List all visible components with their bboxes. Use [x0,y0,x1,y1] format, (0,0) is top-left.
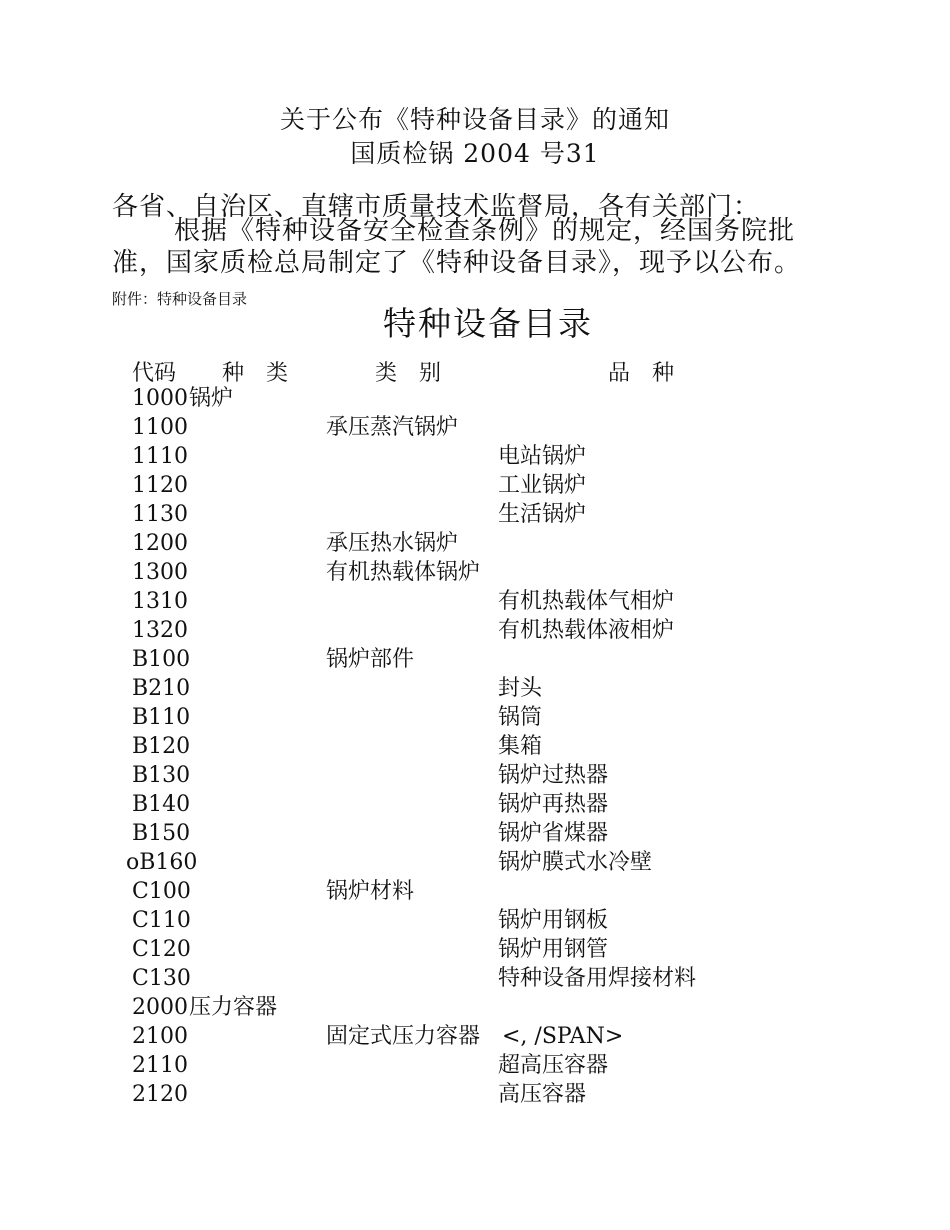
table-row [0,384,950,413]
addressee: 各省、自治区、直辖市质量技术监督局，各有关部门： [112,192,761,222]
row-code: 1200 [132,531,188,556]
row-variety: 锅炉用钢管 [498,937,609,962]
notice-body: 根据《特种设备安全检查条例》的规定，经国务院批准，国家质检总局制定了《特种设备目录》，现予以公布。 [112,216,802,278]
row-code: 1300 [132,560,188,585]
table-row [0,877,950,906]
row-variety: 电站锅炉 [498,444,587,469]
table-row [0,674,950,703]
row-variety: 封头 [498,676,543,701]
row-code: B110 [132,705,191,730]
table-row [0,935,950,964]
row-variety: 锅炉用钢板 [498,908,609,933]
row-code: 2110 [132,1053,188,1078]
row-code: B120 [132,734,191,759]
row-variety: 生活锅炉 [498,502,587,527]
row-category: 固定式压力容器 <, /SPAN> [326,1024,624,1049]
row-code: 2120 [132,1082,188,1107]
row-code: C120 [132,937,191,962]
catalog-title: 特种设备目录 [383,304,593,343]
table-row [0,906,950,935]
row-code: C110 [132,908,191,933]
table-row [0,703,950,732]
row-variety: 锅炉膜式水冷壁 [498,850,653,875]
row-code: C130 [132,966,191,991]
row-code: 1120 [132,473,188,498]
row-kind: 压力容器 [189,995,278,1020]
row-code: B150 [132,821,191,846]
table-row [0,616,950,645]
table-row [0,819,950,848]
table-row [0,1022,950,1051]
table-row [0,993,950,1022]
row-code: B130 [132,763,191,788]
row-variety: 锅炉省煤器 [498,821,609,846]
row-variety: 锅炉再热器 [498,792,609,817]
row-variety: 集箱 [498,734,543,759]
document-number: 国质检锅 2004 号31 [350,139,600,168]
table-row [0,790,950,819]
table-row [0,732,950,761]
table-row [0,500,950,529]
table-row [0,471,950,500]
row-variety: 超高压容器 [498,1053,609,1078]
row-variety: 特种设备用焊接材料 [498,966,697,991]
row-variety: 工业锅炉 [498,473,587,498]
row-code: 1320 [132,618,188,643]
row-code: 2000 [132,995,188,1020]
row-category: 承压热水锅炉 [326,531,459,556]
row-code: B210 [132,676,191,701]
row-category: 有机热载体锅炉 [326,560,481,585]
catalog-table [0,384,950,1109]
row-code: 1000 [132,386,188,411]
table-row [0,761,950,790]
header-kind: 种 类 [222,361,289,386]
row-category: 锅炉材料 [326,879,415,904]
table-row [0,1080,950,1109]
table-row [0,1051,950,1080]
row-code: B140 [132,792,191,817]
row-variety: 有机热载体气相炉 [498,589,675,614]
row-variety: 高压容器 [498,1082,587,1107]
table-row [0,645,950,674]
row-code: C100 [132,879,191,904]
row-code: 1110 [132,444,188,469]
table-row [0,442,950,471]
row-code: oB160 [126,850,198,875]
row-variety: 锅炉过热器 [498,763,609,788]
table-row [0,848,950,877]
row-variety: 锅筒 [498,705,543,730]
row-category: 锅炉部件 [326,647,415,672]
row-kind: 锅炉 [189,386,234,411]
table-row [0,529,950,558]
row-code: 1310 [132,589,188,614]
header-code: 代码 [132,361,177,386]
notice-title: 关于公布《特种设备目录》的通知 [279,105,670,134]
row-code: B100 [132,647,191,672]
row-code: 1100 [132,415,188,440]
row-variety: 有机热载体液相炉 [498,618,675,643]
row-category: 承压蒸汽锅炉 [326,415,459,440]
table-row [0,413,950,442]
header-category: 类 别 [375,361,442,386]
header-variety: 品 种 [608,361,675,386]
attachment-note: 附件：特种设备目录 [112,290,248,308]
table-row [0,964,950,993]
row-code: 2100 [132,1024,188,1049]
table-row [0,587,950,616]
row-code: 1130 [132,502,188,527]
table-row [0,558,950,587]
